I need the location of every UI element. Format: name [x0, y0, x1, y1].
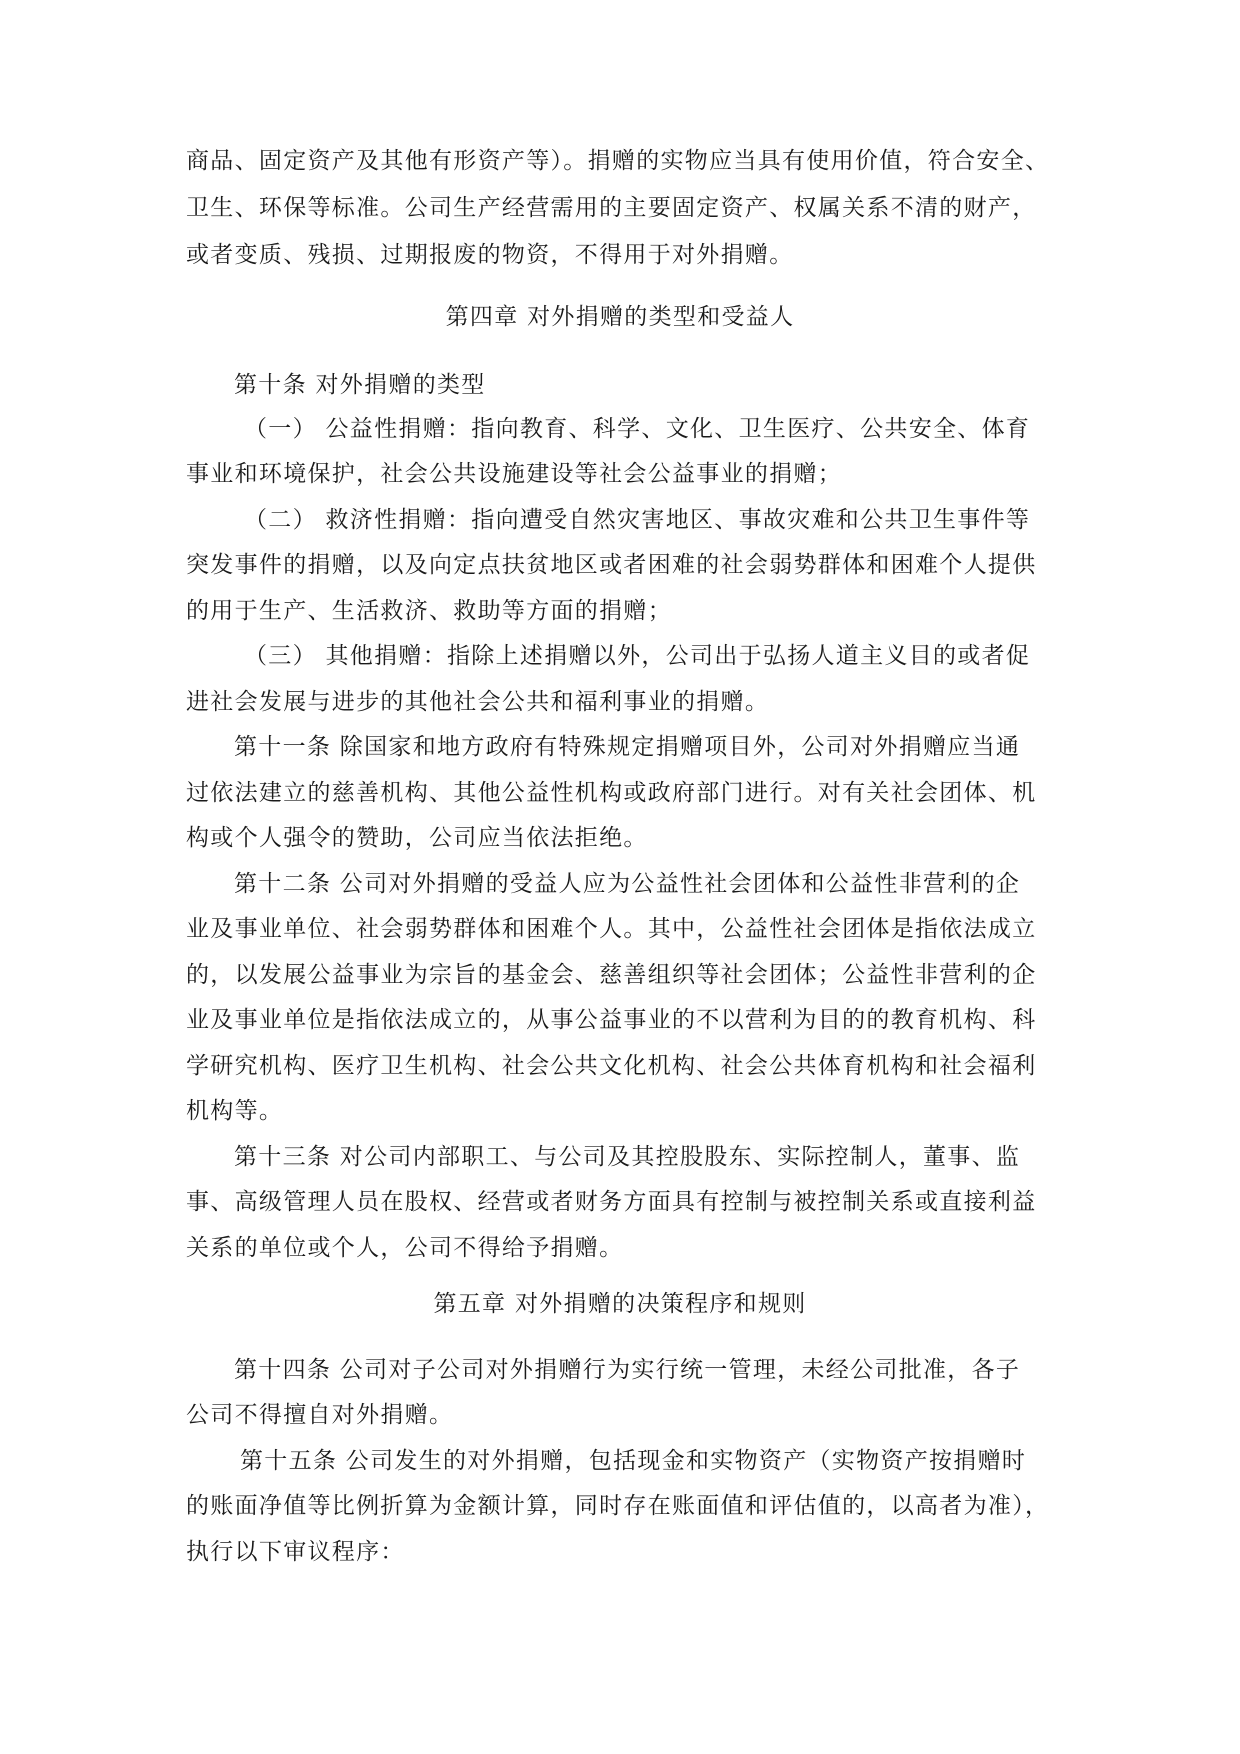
paragraph-line: 业及事业单位、社会弱势群体和困难个人。其中，公益性社会团体是指依法成立 — [186, 916, 1037, 942]
paragraph-line: 商品、固定资产及其他有形资产等）。捐赠的实物应当具有使用价值，符合安全、 — [186, 148, 1050, 174]
paragraph-line: 关系的单位或个人，公司不得给予捐赠。 — [186, 1235, 624, 1261]
paragraph-line: 机构等。 — [186, 1098, 284, 1124]
paragraph-line: 第十四条 公司对子公司对外捐赠行为实行统一管理，未经公司批准，各子 — [234, 1357, 1021, 1383]
paragraph-line: 进社会发展与进步的其他社会公共和福利事业的捐赠。 — [186, 689, 770, 715]
paragraph-line: （二） 救济性捐赠：指向遭受自然灾害地区、事故灾难和公共卫生事件等 — [244, 507, 1031, 533]
paragraph-line: 事、高级管理人员在股权、经营或者财务方面具有控制与被控制关系或直接利益 — [186, 1189, 1037, 1215]
paragraph-line: 的账面净值等比例折算为金额计算，同时存在账面值和评估值的，以高者为准）， — [186, 1493, 1050, 1519]
paragraph-line: 突发事件的捐赠，以及向定点扶贫地区或者困难的社会弱势群体和困难个人提供 — [186, 552, 1037, 578]
chapter-heading: 第四章 对外捐赠的类型和受益人 — [445, 304, 795, 330]
paragraph-line: 公司不得擅自对外捐赠。 — [186, 1402, 454, 1428]
paragraph-line: 或者变质、残损、过期报废的物资，不得用于对外捐赠。 — [186, 242, 794, 268]
paragraph-line: 的，以发展公益事业为宗旨的基金会、慈善组织等社会团体；公益性非营利的企 — [186, 962, 1037, 988]
paragraph-line: 第十一条 除国家和地方政府有特殊规定捐赠项目外，公司对外捐赠应当通 — [234, 734, 1021, 760]
paragraph-line: 第十二条 公司对外捐赠的受益人应为公益性社会团体和公益性非营利的企 — [234, 871, 1021, 897]
paragraph-line: 卫生、环保等标准。公司生产经营需用的主要固定资产、权属关系不清的财产， — [186, 195, 1037, 221]
paragraph-line: 第十三条 对公司内部职工、与公司及其控股股东、实际控制人，董事、监 — [234, 1144, 1021, 1170]
chapter-heading: 第五章 对外捐赠的决策程序和规则 — [433, 1291, 807, 1317]
paragraph-line: 的用于生产、生活救济、救助等方面的捐赠； — [186, 598, 672, 624]
paragraph-line: （三） 其他捐赠：指除上述捐赠以外，公司出于弘扬人道主义目的或者促 — [244, 643, 1031, 669]
paragraph-line: （一） 公益性捐赠：指向教育、科学、文化、卫生医疗、公共安全、体育 — [244, 416, 1031, 442]
paragraph-line: 业及事业单位是指依法成立的，从事公益事业的不以营利为目的的教育机构、科 — [186, 1007, 1037, 1033]
article-title: 第十条 对外捐赠的类型 — [234, 372, 486, 398]
paragraph-line: 事业和环境保护，社会公共设施建设等社会公益事业的捐赠； — [186, 461, 843, 487]
paragraph-line: 第十五条 公司发生的对外捐赠，包括现金和实物资产（实物资产按捐赠时 — [240, 1448, 1027, 1474]
paragraph-line: 构或个人强令的赞助，公司应当依法拒绝。 — [186, 825, 648, 851]
paragraph-line: 过依法建立的慈善机构、其他公益性机构或政府部门进行。对有关社会团体、机 — [186, 780, 1037, 806]
paragraph-line: 执行以下审议程序： — [186, 1539, 405, 1565]
paragraph-line: 学研究机构、医疗卫生机构、社会公共文化机构、社会公共体育机构和社会福利 — [186, 1053, 1037, 1079]
